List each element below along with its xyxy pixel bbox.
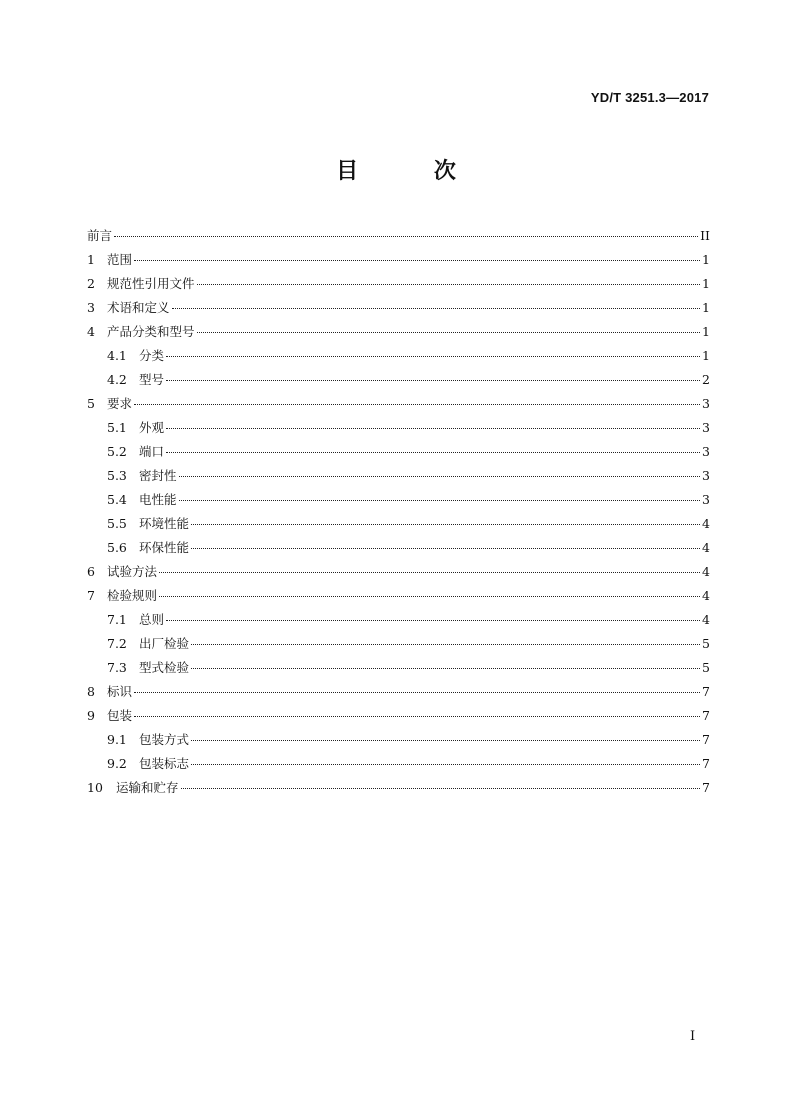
dot-leader — [159, 571, 700, 573]
dot-leader — [179, 475, 701, 477]
toc-entry-page: 4 — [702, 612, 710, 627]
toc-entry-label: 检验规则 — [107, 588, 158, 603]
toc-entry-number: 5 — [87, 396, 95, 411]
toc-entry-number: 10 — [87, 780, 103, 795]
toc-entry-label: 出厂检验 — [139, 636, 190, 651]
toc-entry-number: 6 — [87, 564, 95, 579]
toc-entry-page: 1 — [702, 252, 710, 267]
toc-entry-label: 标识 — [107, 684, 133, 699]
dot-leader — [191, 667, 700, 669]
toc-entry[interactable] — [87, 608, 710, 632]
toc-entry-number: 5.2 — [107, 444, 127, 459]
toc-entry[interactable] — [87, 224, 710, 248]
toc-entry-label: 要求 — [107, 396, 133, 411]
toc-entry-label: 范围 — [107, 252, 133, 267]
toc-entry-label: 运输和贮存 — [116, 780, 179, 795]
dot-leader — [134, 715, 700, 717]
toc-entry-page: 3 — [702, 492, 710, 507]
toc-entry[interactable] — [87, 584, 710, 608]
dot-leader — [181, 787, 701, 789]
toc-entry-number: 1 — [87, 252, 95, 267]
toc-entry[interactable] — [87, 272, 710, 296]
toc-entry-number: 9.1 — [107, 732, 127, 747]
dot-leader — [166, 451, 700, 453]
toc-entry-label: 端口 — [139, 444, 165, 459]
standard-code: YD/T 3251.3—2017 — [590, 90, 709, 105]
toc-entry[interactable] — [87, 560, 710, 584]
toc-entry[interactable] — [87, 320, 710, 344]
dot-leader — [197, 283, 701, 285]
toc-entry-page: 3 — [702, 444, 710, 459]
toc-entry-number: 4.1 — [107, 348, 127, 363]
toc-entry[interactable] — [87, 368, 710, 392]
toc-entry-number: 9 — [87, 708, 95, 723]
dot-leader — [134, 403, 700, 405]
toc-entry-number: 2 — [87, 276, 95, 291]
toc-entry[interactable] — [87, 296, 710, 320]
toc-entry-page: 3 — [702, 420, 710, 435]
toc-entry-label: 前言 — [87, 228, 113, 243]
toc-entry-number: 4.2 — [107, 372, 127, 387]
toc-entry-page: 7 — [702, 732, 710, 747]
toc-entry-label: 外观 — [139, 420, 165, 435]
toc-entry-label: 密封性 — [139, 468, 177, 483]
toc-entry[interactable] — [87, 752, 710, 776]
toc-entry-label: 型式检验 — [139, 660, 190, 675]
toc-entry-page: 1 — [702, 348, 710, 363]
dot-leader — [134, 259, 700, 261]
toc-entry-page: 3 — [702, 468, 710, 483]
toc-entry-label: 试验方法 — [107, 564, 158, 579]
toc-entry[interactable] — [87, 464, 710, 488]
toc-entry-page: II — [700, 228, 710, 243]
dot-leader — [134, 691, 700, 693]
toc-entry[interactable] — [87, 704, 710, 728]
toc-entry-number: 5.1 — [107, 420, 127, 435]
toc-entry[interactable] — [87, 680, 710, 704]
toc-entry-page: 7 — [702, 780, 710, 795]
dot-leader — [191, 643, 700, 645]
dot-leader — [191, 547, 700, 549]
toc-entry[interactable] — [87, 440, 710, 464]
toc-entry-label: 术语和定义 — [107, 300, 170, 315]
toc-entry-number: 8 — [87, 684, 95, 699]
dot-leader — [191, 739, 700, 741]
page-title: 目 次 — [336, 158, 490, 184]
toc-entry[interactable] — [87, 248, 710, 272]
toc-entry-label: 环保性能 — [139, 540, 190, 555]
toc-entry-label: 包装标志 — [139, 756, 190, 771]
toc-entry-page: 4 — [702, 540, 710, 555]
dot-leader — [191, 523, 700, 525]
toc-entry-label: 包装方式 — [139, 732, 190, 747]
toc-entry[interactable] — [87, 512, 710, 536]
toc-entry-page: 4 — [702, 588, 710, 603]
toc-entry-page: 5 — [702, 636, 710, 651]
toc-entry[interactable] — [87, 392, 710, 416]
toc-entry-number: 5.3 — [107, 468, 127, 483]
dot-leader — [166, 355, 700, 357]
toc-entry-page: 4 — [702, 564, 710, 579]
toc-entry-number: 7 — [87, 588, 95, 603]
toc-entry-number: 7.2 — [107, 636, 127, 651]
dot-leader — [191, 763, 700, 765]
toc-entry-label: 环境性能 — [139, 516, 190, 531]
toc-entry[interactable] — [87, 656, 710, 680]
toc-entry-number: 7.3 — [107, 660, 127, 675]
toc-entry-label: 型号 — [139, 372, 165, 387]
toc-entry-page: 7 — [702, 684, 710, 699]
toc-entry-page: 1 — [702, 276, 710, 291]
dot-leader — [172, 307, 701, 309]
table-of-contents — [87, 224, 710, 800]
toc-entry[interactable] — [87, 416, 710, 440]
toc-entry[interactable] — [87, 488, 710, 512]
dot-leader — [159, 595, 700, 597]
toc-entry-number: 7.1 — [107, 612, 127, 627]
toc-entry-label: 包装 — [107, 708, 133, 723]
dot-leader — [166, 619, 700, 621]
toc-entry-page: 4 — [702, 516, 710, 531]
toc-entry[interactable] — [87, 344, 710, 368]
toc-entry-number: 5.6 — [107, 540, 127, 555]
toc-entry-number: 3 — [87, 300, 95, 315]
toc-entry-page: 3 — [702, 396, 710, 411]
toc-entry-label: 总则 — [139, 612, 165, 627]
page-number: I — [690, 1029, 696, 1044]
toc-entry[interactable] — [87, 776, 710, 800]
toc-entry-page: 1 — [702, 324, 710, 339]
toc-entry-page: 5 — [702, 660, 710, 675]
toc-entry-page: 2 — [702, 372, 710, 387]
toc-entry-page: 1 — [702, 300, 710, 315]
toc-entry-page: 7 — [702, 756, 710, 771]
toc-entry-page: 7 — [702, 708, 710, 723]
toc-entry[interactable] — [87, 536, 710, 560]
toc-entry-label: 分类 — [139, 348, 165, 363]
dot-leader — [114, 235, 698, 237]
toc-entry-label: 产品分类和型号 — [107, 324, 195, 339]
toc-entry[interactable] — [87, 632, 710, 656]
dot-leader — [166, 427, 700, 429]
toc-entry[interactable] — [87, 728, 710, 752]
toc-entry-label: 规范性引用文件 — [107, 276, 195, 291]
toc-entry-number: 5.4 — [107, 492, 127, 507]
dot-leader — [179, 499, 701, 501]
toc-entry-number: 5.5 — [107, 516, 127, 531]
toc-entry-number: 4 — [87, 324, 95, 339]
dot-leader — [197, 331, 701, 333]
dot-leader — [166, 379, 700, 381]
toc-entry-label: 电性能 — [139, 492, 177, 507]
toc-entry-number: 9.2 — [107, 756, 127, 771]
